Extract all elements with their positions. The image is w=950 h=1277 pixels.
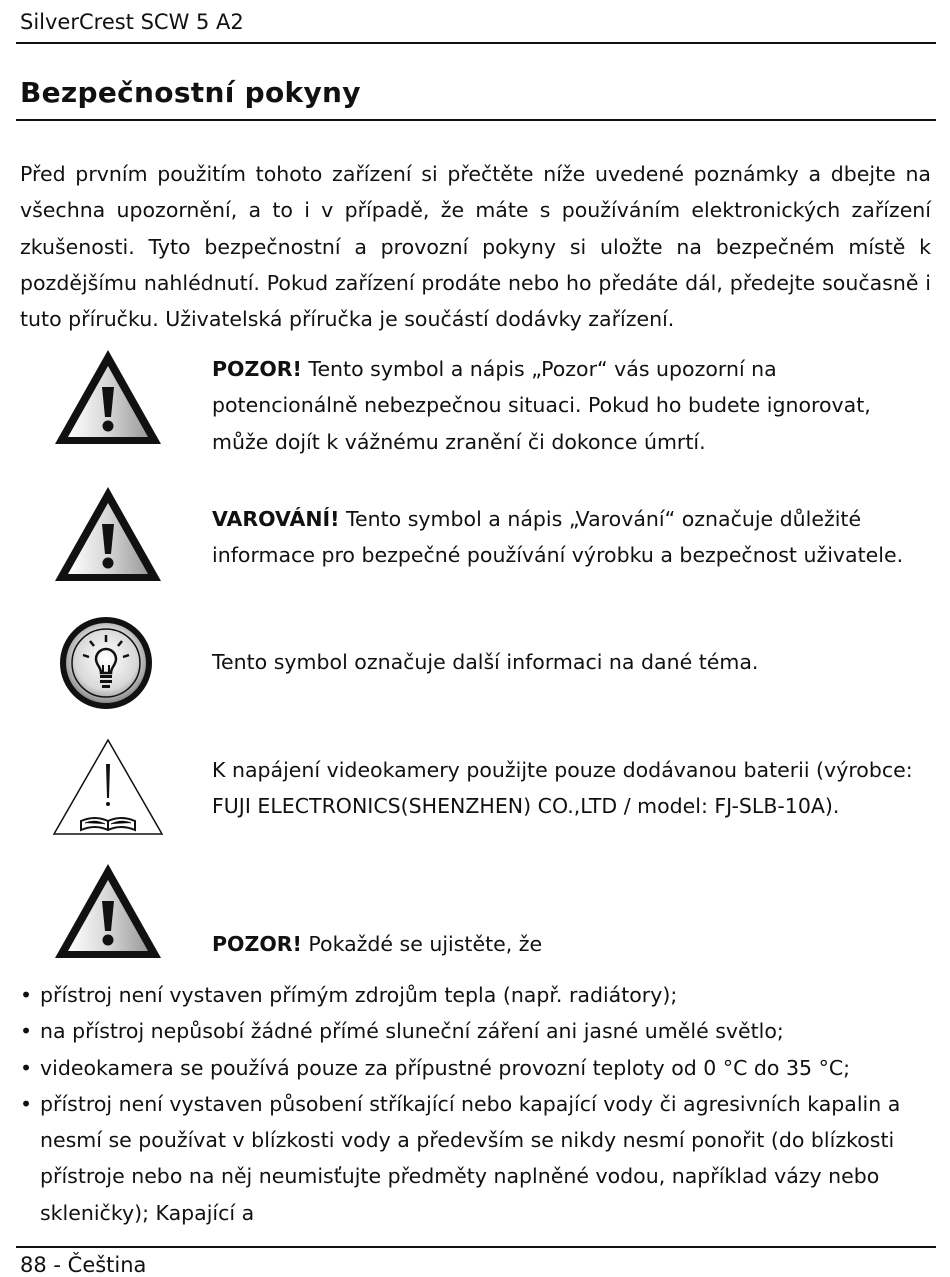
note-info	[212, 644, 924, 680]
note-label: POZOR!	[212, 932, 302, 956]
footer-rule	[16, 1246, 936, 1248]
list-item: • přístroj není vystaven působení stříkající nebo kapající vody či agresivních kapalin a nesmí se používat v blízkosti vody a především se nikdy nesmí ponořit (do blízkosti přístroje nebo na něj neumisťujte předměty naplněné vodou, například vázy nebo skleničky); Kapající a	[20, 1086, 935, 1231]
header-rule	[16, 42, 936, 44]
note-text: Tento symbol a nápis „Pozor“ vás upozorní na potencionálně nebezpečnou situaci. Pokud ho budete ignorovat, může dojít k vážnému zranění či dokonce úmrtí.	[212, 357, 871, 454]
warning-triangle-icon	[52, 347, 164, 451]
note-caution	[212, 351, 924, 460]
note-text: K napájení videokamery použijte pouze dodávanou baterii (výrobce: FUJI ELECTRONICS(SHENZHEN) CO.,LTD / model: FJ-SLB-10A).	[212, 758, 913, 819]
note-text: Pokaždé se ujistěte, že	[301, 932, 543, 956]
note-text: Tento symbol a nápis „Varování“ označuje důležité informace pro bezpečné používání výrobku a bezpečnost uživatele.	[212, 507, 904, 568]
section-title: Bezpečnostní pokyny	[20, 76, 361, 109]
list-item: • na přístroj nepůsobí žádné přímé sluneční záření ani jasné umělé světlo;	[20, 1013, 935, 1049]
warning-triangle-icon	[52, 861, 164, 965]
intro-paragraph: Před prvním použitím tohoto zařízení si přečtěte níže uvedené poznámky a dbejte na všechna upozornění, a to i v případě, že máte s používáním elektronických zařízení zkušenosti. Tyto bezpečnostní a provozní pokyny si uložte na bezpečném místě k pozdějšímu nahlédnutí. Pokud zařízení prodáte nebo ho předáte dál, předejte současně i tuto příručku. Uživatelská příručka je součástí dodávky zařízení.	[20, 162, 931, 332]
list-item: • přístroj není vystaven přímým zdrojům tepla (např. radiátory);	[20, 977, 935, 1013]
page-number: 88 - Čeština	[20, 1253, 147, 1277]
note-warning	[212, 501, 924, 574]
bullet-list	[20, 977, 935, 1231]
note-label: VAROVÁNÍ!	[212, 507, 340, 531]
document-header: SilverCrest SCW 5 A2	[20, 10, 244, 34]
note-caution-check	[212, 926, 924, 962]
manual-warning-icon	[52, 738, 164, 840]
note-battery	[212, 752, 924, 825]
note-text: Tento symbol označuje další informaci na dané téma.	[212, 650, 759, 674]
warning-triangle-icon	[52, 484, 164, 588]
list-item: • videokamera se používá pouze za přípustné provozní teploty od 0 °C do 35 °C;	[20, 1050, 935, 1086]
lightbulb-icon	[58, 615, 154, 715]
note-label: POZOR!	[212, 357, 302, 381]
title-rule	[16, 119, 936, 121]
